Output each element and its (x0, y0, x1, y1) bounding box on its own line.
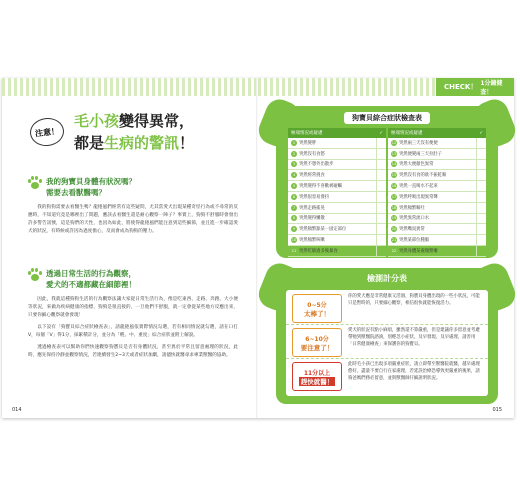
section-body: 因此，我就這種狗狗生活的行為觀察法讓大家從日常生活行為，像是吃東西、走路、奔跑、大小便等狀況，來做為疾病健康的指標，狗狗是很直接的，一旦他們不舒服，就一定會從某些地方反應出來，只要你細心觀察就會發現！ 以下設有「狗寶貝綜合症狀檢查表」，請龍捲風依實際情況勾選，若有相同情況就勾選，請在口打V，每個「V」得1分，採累積計分，並分為「輕、中、重度」綜合症狀並附上解說。 透過檢查表可以幫助你們快速觀察狗寶貝是否有身體狀況，甚至異於平常且留意處理的狀況，此時，應先保持冷靜並觀察情況，若連續發生2~3天或者症狀加劇，請儘快就醫尋求專業獸醫的協助。 (28, 297, 238, 358)
header-stripe (258, 78, 436, 96)
score-text: 愛犬的狀況有點小麻煩，雖然還不算嚴重，但是建議你多留意並考慮帶牠到獸醫院諮詢，別輕忽小症狀，及早發現、及早處理，請善用「日常健康檢查」來保護你的狗寶貝。 (348, 328, 480, 347)
checklist-item (388, 181, 486, 192)
checklist-item (288, 224, 386, 235)
item-number: 8 (292, 216, 296, 221)
checkbox[interactable] (376, 235, 386, 246)
item-label: 突然變得不喜歡被碰觸 (299, 184, 342, 190)
item-number: 11 (291, 248, 297, 253)
checklist-column-right: 極端情況或疑慮 ✓ 12 突然兩三天沒有便便 13 突然便變兩三天拉肚子 14 突然大便顏色異常 15 突然沒有食的欲不振乾嘔 16 突然一直喝水不起來 17 突然呼吸出現異常聲 18 突然頻繁嘔吐 19 突然異常流口水 20 突然嘴臭異常 21 突然某部位腫脹 22 突然身體某處頻繁癢 (388, 128, 486, 246)
item-number: 15 (391, 173, 397, 178)
check-icon: ✓ (479, 130, 483, 136)
checkbox[interactable] (476, 224, 486, 235)
checkbox[interactable] (376, 148, 386, 159)
section-title: 需要去看獸醫嗎？ (46, 188, 106, 197)
item-label: 突然大便顏色異常 (399, 162, 434, 168)
item-label: 突然嘴臭異常 (399, 227, 425, 233)
score-row (286, 326, 488, 359)
score-title: 檢測計分表 (367, 274, 407, 283)
section-title: 透過日常生活的行為觀察， (46, 269, 136, 278)
item-number: 6 (292, 194, 296, 199)
checkbox[interactable] (476, 181, 486, 192)
item-number: 5 (292, 184, 296, 189)
item-number: 7 (292, 205, 296, 210)
checklist-table (288, 128, 486, 254)
section-observation (28, 268, 238, 364)
item-label: 突然異常流口水 (399, 216, 430, 222)
header-stripe (2, 78, 258, 96)
checkbox[interactable] (476, 213, 486, 224)
item-number: 13 (391, 151, 397, 156)
checkbox[interactable] (476, 148, 486, 159)
score-row (286, 292, 488, 325)
checklist-item (388, 192, 486, 203)
item-label: 突然不想外出散步 (299, 162, 334, 168)
item-label: 突然變得懶散 (299, 216, 325, 222)
checkbox[interactable] (376, 159, 386, 170)
item-number: 10 (291, 238, 297, 243)
checklist-title: 狗寶貝綜合症狀檢查表 (344, 112, 430, 124)
checkbox[interactable] (376, 138, 386, 149)
checkbox[interactable] (476, 235, 486, 246)
checkbox[interactable] (376, 191, 386, 202)
checkbox[interactable] (376, 213, 386, 224)
item-label: 突然呼吸出現異常聲 (399, 194, 438, 200)
item-number: 19 (391, 216, 397, 221)
item-number: 16 (391, 184, 397, 189)
item-number: 20 (391, 227, 397, 232)
checklist-item (288, 203, 386, 214)
item-number: 21 (391, 238, 397, 243)
item-number: 3 (292, 162, 296, 167)
checklist-column-left: 極端情況或疑慮 ✓ 1 突然變胖 2 突然沒有食慾 3 突然不想外出散步 4 突然經常挑食 5 突然變得不喜歡被碰觸 6 突然很容易發抖 7 突然走路搖晃 8 突然變得懶散 9 突然頻繁舔某一固定部位 10 突然頻繁咳嗽 11 突然吃飯過多後暴食 (288, 128, 386, 246)
item-label: 突然便變兩三天拉肚子 (399, 151, 442, 157)
item-label: 突然頻繁舔某一固定部位 (299, 227, 347, 233)
page-number: 014 (12, 407, 22, 413)
attention-badge: 注意！ (29, 116, 66, 147)
paw-icon (28, 176, 42, 190)
paw-icon (28, 268, 42, 282)
checklist-item (288, 235, 386, 246)
check-subtitle: 1分鐘健查！ (480, 80, 503, 96)
item-label: 突然很容易發抖 (299, 194, 330, 200)
checklist-item (288, 160, 386, 171)
title-line-2: 都是生病的警訊！ (74, 134, 195, 152)
item-label: 突然頻繁嘔吐 (399, 205, 425, 211)
score-badge: 11分以上 趕快就醫！ (292, 362, 342, 391)
score-text: 你的愛犬應是非常健康又活潑，狗寶貝身體出現的一些小狀況，可能只是暫時的，只要細心觀察，相信很快就能恢復活力。 (348, 294, 480, 306)
item-label: 突然頻繁咳嗽 (299, 238, 325, 244)
section-title: 我的狗寶貝身體有狀況嗎？ (46, 177, 136, 186)
checklist-item (388, 149, 486, 160)
checkbox[interactable] (376, 202, 386, 213)
item-label: 突然沒有食慾 (299, 151, 325, 157)
checklist-item (288, 214, 386, 225)
item-number: 12 (391, 140, 397, 145)
item-number: 4 (292, 173, 296, 178)
checkbox[interactable] (376, 245, 386, 256)
item-label: 突然變胖 (299, 140, 317, 146)
item-number: 9 (292, 227, 296, 232)
item-number: 18 (391, 205, 397, 210)
score-badge: 6~10分 要注意了！ (292, 328, 342, 357)
item-label: 突然身體某處頻繁癢 (399, 248, 438, 254)
checklist-item (388, 170, 486, 181)
checklist-item (288, 149, 386, 160)
item-label: 突然走路搖晃 (299, 205, 325, 211)
checkbox[interactable] (376, 181, 386, 192)
checklist-card (276, 106, 498, 258)
checklist-item (288, 246, 386, 257)
item-label: 突然沒有食的欲不振乾嘔 (399, 173, 447, 179)
checklist-item (388, 203, 486, 214)
check-icon: ✓ (379, 130, 383, 136)
checklist-item (288, 181, 386, 192)
score-table (286, 290, 488, 396)
title-line-1: 毛小孩變得異常， (74, 112, 195, 130)
checkbox[interactable] (476, 191, 486, 202)
section-title: 愛犬的不適都藏在細節裡！ (46, 280, 136, 289)
checklist-item (388, 246, 486, 257)
checklist-item (288, 138, 386, 149)
section-body: 我的狗狗需要去看醫生嗎？龍捲風們經常有這些疑問，尤其當愛犬出現某種奇怪行為或不尋常的反應時，不知道究竟是哪裡出了問題，應該去看醫生還是耐心觀察一陣子？事實上，狗狗不舒服時會發出許多警告訊號，這是狗們的天性，也因為如此，將使得龍捲風們能注意到這些細節，並且進一步確認愛犬的狀況，有時候或許因為過度擔心，反而會成為狗狗的壓力。 (28, 205, 238, 234)
checklist-item (388, 214, 486, 225)
item-number: 14 (391, 162, 397, 167)
checklist-item (388, 235, 486, 246)
checklist-item (388, 160, 486, 171)
checklist-item (288, 192, 386, 203)
right-page (258, 78, 514, 418)
page-title (30, 110, 230, 154)
item-number: 22 (391, 248, 397, 253)
item-number: 1 (292, 140, 296, 145)
checkbox[interactable] (476, 202, 486, 213)
checkbox[interactable] (476, 245, 486, 256)
checkbox[interactable] (476, 170, 486, 181)
item-label: 突然兩三天沒有便便 (399, 140, 438, 146)
score-row (286, 360, 488, 393)
checklist-item (388, 224, 486, 235)
checkbox[interactable] (376, 170, 386, 181)
score-badge: 0~5分 太棒了！ (292, 294, 342, 323)
item-label: 突然吃飯過多後暴食 (299, 248, 338, 254)
page-number: 015 (492, 407, 502, 413)
item-label: 突然某部位腫脹 (399, 238, 430, 244)
checkbox[interactable] (476, 138, 486, 149)
checkbox[interactable] (476, 159, 486, 170)
checklist-item (388, 138, 486, 149)
item-label: 突然一直喝水不起來 (399, 184, 438, 190)
book-spread (2, 78, 514, 418)
score-card (276, 268, 498, 404)
checklist-item (288, 170, 386, 181)
item-number: 2 (292, 151, 296, 156)
section-health-check (28, 176, 238, 240)
check-header: CHECK！ 1分鐘健查！ (436, 78, 514, 96)
left-page (2, 78, 258, 418)
item-label: 突然經常挑食 (299, 173, 325, 179)
checkbox[interactable] (376, 224, 386, 235)
item-number: 17 (391, 194, 397, 199)
score-text: 此時毛小孩已出現多項嚴重症狀，請立即帶至獸醫院就醫，越早處理愈好，盡量不要自行在家處理，若延誤治療恐導致更嚴重的後果，請狗爸媽們務必留意，並與獸醫師仔細說明狀況。 (348, 362, 480, 381)
